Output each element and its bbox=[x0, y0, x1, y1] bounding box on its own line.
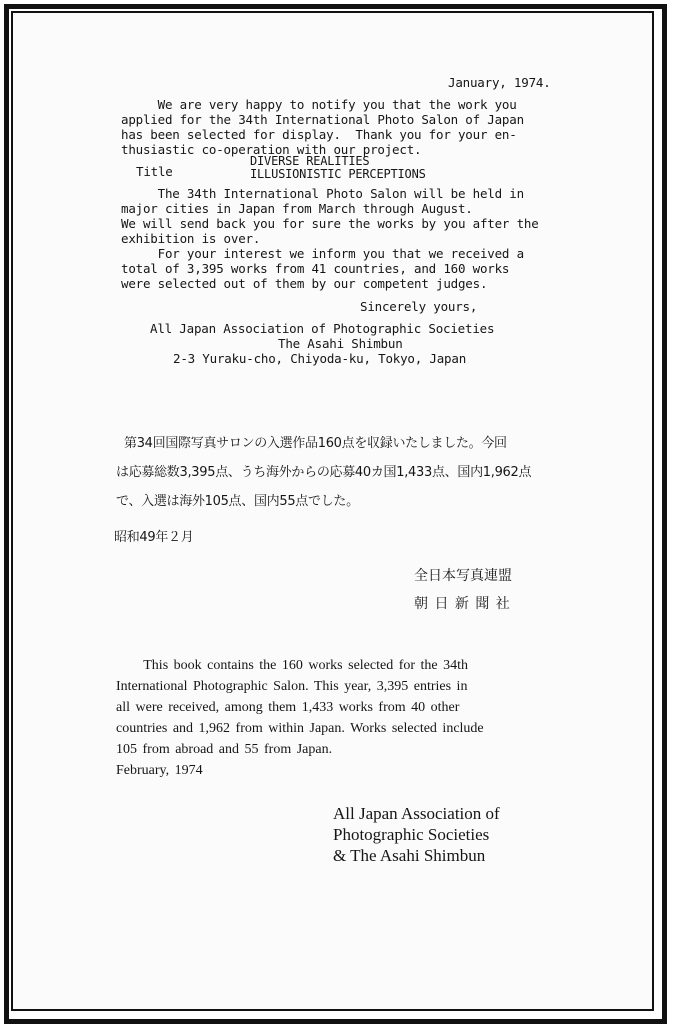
letter-body-line: total of 3,395 works from 41 countries, and 160 works bbox=[121, 261, 510, 276]
english-note-line: This book contains the 160 works selected for the 34th bbox=[116, 658, 469, 673]
english-signature-line: Photographic Societies bbox=[333, 825, 490, 844]
japanese-org-name: 朝 日 新 聞 社 bbox=[414, 596, 511, 612]
letter-body-line: We will send back you for sure the works by you after the bbox=[121, 216, 539, 231]
letter-body-line: For your interest we inform you that we received a bbox=[121, 246, 524, 261]
english-note-line: 105 from abroad and 55 from Japan. bbox=[116, 742, 333, 757]
english-signature-line: & The Asahi Shimbun bbox=[333, 846, 486, 865]
letter-body-line: The 34th International Photo Salon will be held in bbox=[121, 186, 524, 201]
letter-intro-line: We are very happy to notify you that the work you bbox=[121, 97, 517, 112]
english-note-line: all were received, among them 1,433 works from 40 other bbox=[116, 700, 460, 715]
letter-closing: Sincerely yours, bbox=[360, 299, 478, 314]
letter-intro-line: has been selected for display. Thank you for your en- bbox=[121, 127, 517, 142]
japanese-date: 昭和49年２月 bbox=[114, 530, 194, 545]
letter-body-line: were selected out of them by our competent judges. bbox=[121, 276, 488, 291]
letter-signature-line: 2-3 Yuraku-cho, Chiyoda-ku, Tokyo, Japan bbox=[173, 351, 467, 366]
letter-body-line: exhibition is over. bbox=[121, 231, 261, 246]
letter-signature-line: All Japan Association of Photographic Societies bbox=[150, 321, 495, 336]
japanese-note-line: 第34回国際写真サロンの入選作品160点を収録いたしました。今回 bbox=[124, 436, 507, 451]
english-note-date: February, 1974 bbox=[116, 763, 203, 778]
japanese-note-line: は応募総数3,395点、うち海外からの応募40カ国1,433点、国内1,962点 bbox=[116, 465, 532, 480]
letter-date: January, 1974. bbox=[448, 75, 551, 90]
english-note-line: countries and 1,962 from within Japan. Works selected include bbox=[116, 721, 484, 736]
letter-intro-line: thusiastic co-operation with our project. bbox=[121, 142, 422, 157]
english-note-line: International Photographic Salon. This year, 3,395 entries in bbox=[116, 679, 468, 694]
letter-signature-line: The Asahi Shimbun bbox=[278, 336, 403, 351]
work-title-line: DIVERSE REALITIES bbox=[250, 154, 370, 168]
work-title-line: ILLUSIONISTIC PERCEPTIONS bbox=[250, 167, 426, 181]
title-label: Title bbox=[136, 164, 173, 179]
letter-intro-line: applied for the 34th International Photo Salon of Japan bbox=[121, 112, 524, 127]
japanese-org-name: 全日本写真連盟 bbox=[414, 568, 512, 584]
japanese-note-line: で、入選は海外105点、国内55点でした。 bbox=[116, 494, 359, 509]
letter-body-line: major cities in Japan from March through August. bbox=[121, 201, 473, 216]
english-signature-line: All Japan Association of bbox=[333, 804, 500, 823]
